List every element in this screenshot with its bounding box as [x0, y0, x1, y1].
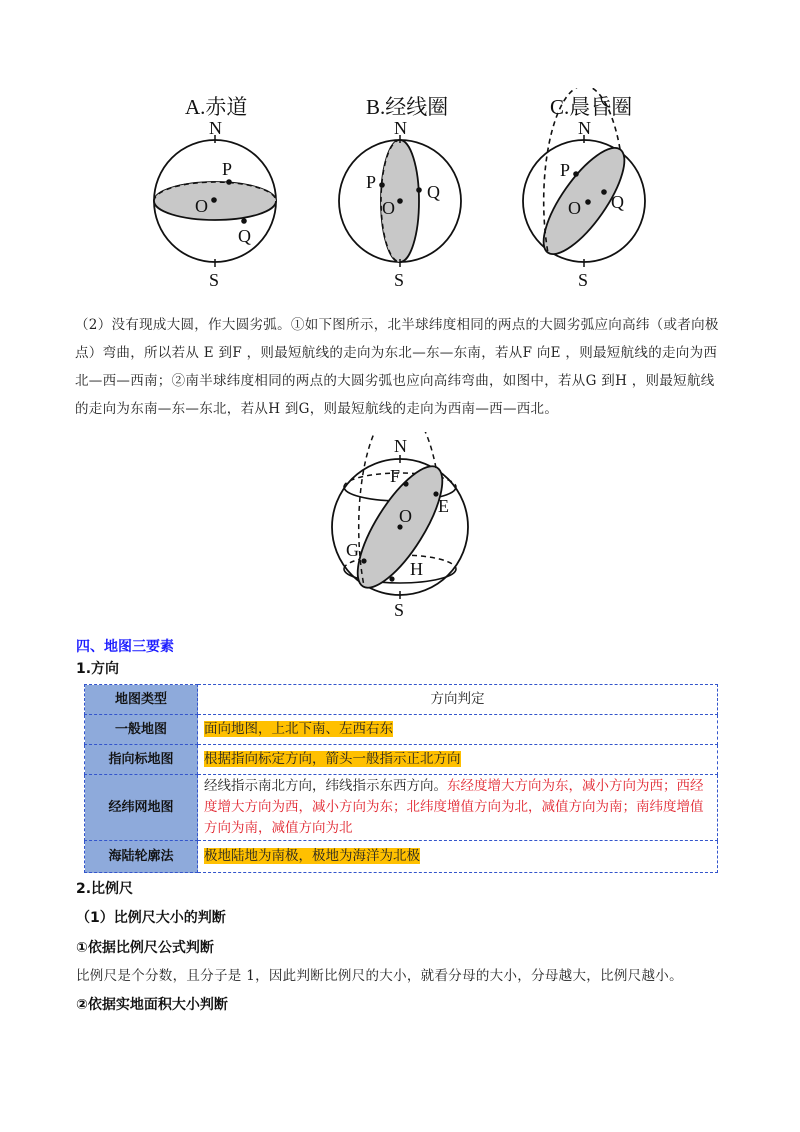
label-n: N	[394, 436, 407, 456]
point-p	[226, 179, 232, 185]
label-g: G	[346, 540, 359, 560]
label-o: O	[195, 196, 208, 216]
label-p: P	[222, 159, 233, 179]
row-type: 一般地图	[85, 715, 198, 745]
table-header-row	[85, 685, 718, 715]
label-o: O	[399, 506, 412, 526]
method-1-text: 比例尺是个分数，且分子是 1，因此判断比例尺的大小，就看分母的大小，分母越大，比例尺越小。	[76, 968, 683, 984]
label-q: Q	[427, 182, 440, 202]
label-q: Q	[611, 192, 624, 212]
globe-figures-top	[140, 88, 660, 294]
figure-c-terminator	[523, 88, 645, 290]
label-s: S	[209, 270, 220, 290]
point-f	[403, 481, 408, 486]
explanation-paragraph: （2）没有现成大圆，作大圆劣弧。①如下图所示，北半球纬度相同的两点的大圆劣弧应向高纬（或者向极点）弯曲，所以若从 E 到F ，则最短航线的走向为东北—东—东南，若从F 向E ，则最短航线的走向为西北—西—西南；②南半球纬度相同的两点的大圆劣弧也应向高纬弯曲，如图中，若从G 到H ，则最短航线的走向为东南—东—东北，若从H 到G，则最短航线的走向为西南—西—西北。	[75, 317, 719, 417]
header-direction: 方向判定	[198, 685, 718, 715]
globe-figure-mid	[320, 432, 480, 622]
scale-size-heading: （1）比例尺大小的判断	[76, 910, 226, 926]
label-n: N	[578, 118, 591, 138]
label-q: Q	[238, 226, 251, 246]
label-h: H	[410, 559, 423, 579]
point-o	[397, 198, 403, 204]
point-q	[241, 218, 247, 224]
row-type: 指向标地图	[85, 745, 198, 775]
point-o	[585, 199, 591, 205]
label-n: N	[209, 118, 222, 138]
row-type: 海陆轮廓法	[85, 841, 198, 873]
subsection-direction: 1.方向	[76, 661, 120, 677]
label-f: F	[390, 466, 401, 486]
row-text: 极地陆地为南极，极地为海洋为北极	[204, 848, 420, 864]
table-row	[85, 841, 718, 873]
table-row	[85, 715, 718, 745]
method-2-heading: ②依据实地面积大小判断	[76, 997, 228, 1013]
point-q	[601, 189, 607, 195]
table-row	[85, 775, 718, 841]
label-p: P	[560, 160, 571, 180]
point-q	[416, 187, 422, 193]
label-p: P	[366, 172, 377, 192]
row-text: 根据指向标定方向，箭头一般指示正北方向	[204, 751, 461, 767]
figure-a-equator	[154, 95, 276, 290]
figure-b-meridian	[339, 95, 461, 290]
table-row	[85, 745, 718, 775]
label-e: E	[438, 496, 449, 516]
header-map-type: 地图类型	[85, 685, 198, 715]
point-g	[361, 558, 366, 563]
label-n: N	[394, 118, 407, 138]
method-1-heading: ①依据比例尺公式判断	[76, 940, 214, 956]
label-s: S	[394, 270, 405, 290]
figure-b-title: B.经线圈	[366, 95, 449, 119]
label-s: S	[394, 600, 405, 620]
row-type: 经纬网地图	[85, 775, 198, 841]
point-p	[573, 171, 579, 177]
figure-a-title: A.赤道	[185, 95, 248, 119]
row-text-black: 经线指示南北方向，纬线指示东西方向。	[204, 778, 447, 794]
section-title: 四、地图三要素	[76, 639, 174, 655]
point-o	[211, 197, 217, 203]
row-text: 面向地图，上北下南、左西右东	[204, 721, 393, 737]
direction-table	[84, 684, 718, 873]
point-h	[389, 576, 394, 581]
label-o: O	[568, 198, 581, 218]
point-p	[379, 182, 385, 188]
subsection-scale: 2.比例尺	[76, 881, 134, 897]
figure-c-title: C.晨昏圈	[550, 95, 633, 119]
label-s: S	[578, 270, 589, 290]
label-o: O	[382, 198, 395, 218]
row-text-red: 东经度增大方向为东，减小方向为西；西经度增大方向为西，减小方向为东；北纬度增值方向为北，减值方向为南；南纬度增值方向为南，减值方向为北	[204, 778, 704, 836]
